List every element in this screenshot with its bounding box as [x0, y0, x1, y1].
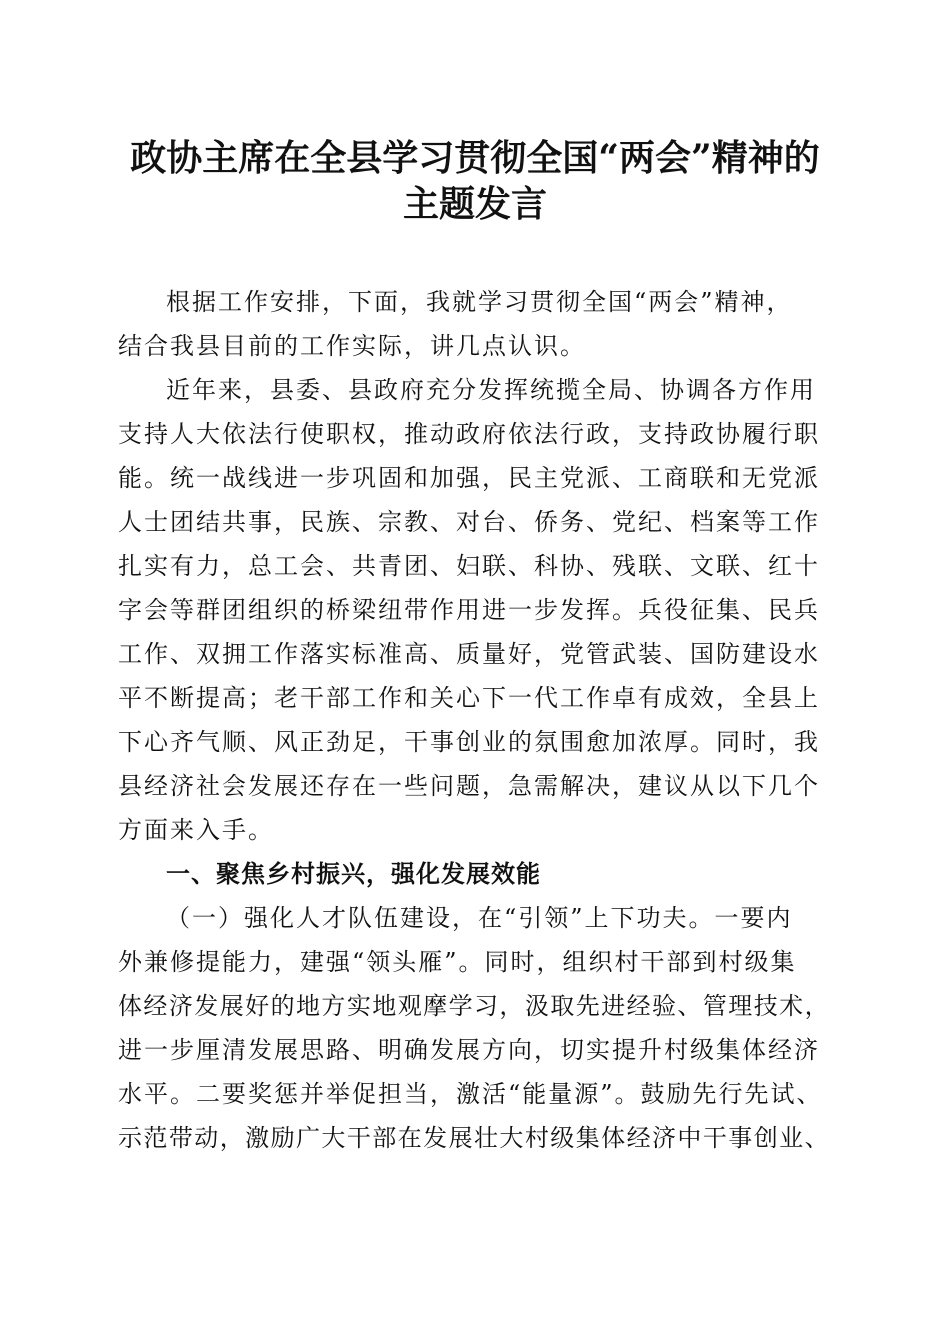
text-line: 平不断提高；老干部工作和关心下一代工作卓有成效，全县上 [118, 684, 820, 712]
paragraph-overview [118, 368, 830, 852]
text-line: 示范带动，激励广大干部在发展壮大村级集体经济中干事创业、 [118, 1124, 830, 1152]
text-line: 下心齐气顺、风正劲足，干事创业的氛围愈加浓厚。同时，我 [118, 728, 820, 756]
paragraph-intro [118, 280, 830, 368]
text-line: 结合我县目前的工作实际，讲几点认识。 [118, 332, 586, 360]
text-line: 人士团结共事，民族、宗教、对台、侨务、党纪、档案等工作 [118, 508, 820, 536]
text-line: 外兼修提能力，建强“领头雁”。同时，组织村干部到村级集 [118, 948, 797, 976]
text-line: 根据工作安排，下面，我就学习贯彻全国“两会”精神， [166, 288, 793, 316]
paragraph-section-1 [118, 896, 830, 1160]
text-line: 扎实有力，总工会、共青团、妇联、科协、残联、文联、红十 [118, 552, 820, 580]
document-title [100, 135, 850, 227]
title-line-2: 主题发言 [402, 183, 547, 225]
text-line: 方面来入手。 [118, 816, 274, 844]
text-line: 水平。二要奖惩并举促担当，激活“能量源”。鼓励先行先试、 [118, 1080, 823, 1108]
text-line: 县经济社会发展还存在一些问题，急需解决，建议从以下几个 [118, 772, 820, 800]
text-line: 近年来，县委、县政府充分发挥统揽全局、协调各方作用 [166, 376, 816, 404]
section-heading: 一、聚焦乡村振兴，强化发展效能 [166, 859, 541, 888]
title-line-1: 政协主席在全县学习贯彻全国“两会”精神的 [130, 137, 820, 179]
text-line: 进一步厘清发展思路、明确发展方向，切实提升村级集体经济 [118, 1036, 820, 1064]
text-line: 体经济发展好的地方实地观摩学习，汲取先进经验、管理技术， [118, 992, 830, 1020]
text-line: （一）强化人才队伍建设，在“引领”上下功夫。一要内 [166, 904, 793, 932]
text-line: 能。统一战线进一步巩固和加强，民主党派、工商联和无党派 [118, 464, 820, 492]
text-line: 支持人大依法行使职权，推动政府依法行政，支持政协履行职 [118, 420, 820, 448]
document-body [118, 280, 830, 1160]
text-line: 工作、双拥工作落实标准高、质量好，党管武装、国防建设水 [118, 640, 820, 668]
text-line: 字会等群团组织的桥梁纽带作用进一步发挥。兵役征集、民兵 [118, 596, 820, 624]
